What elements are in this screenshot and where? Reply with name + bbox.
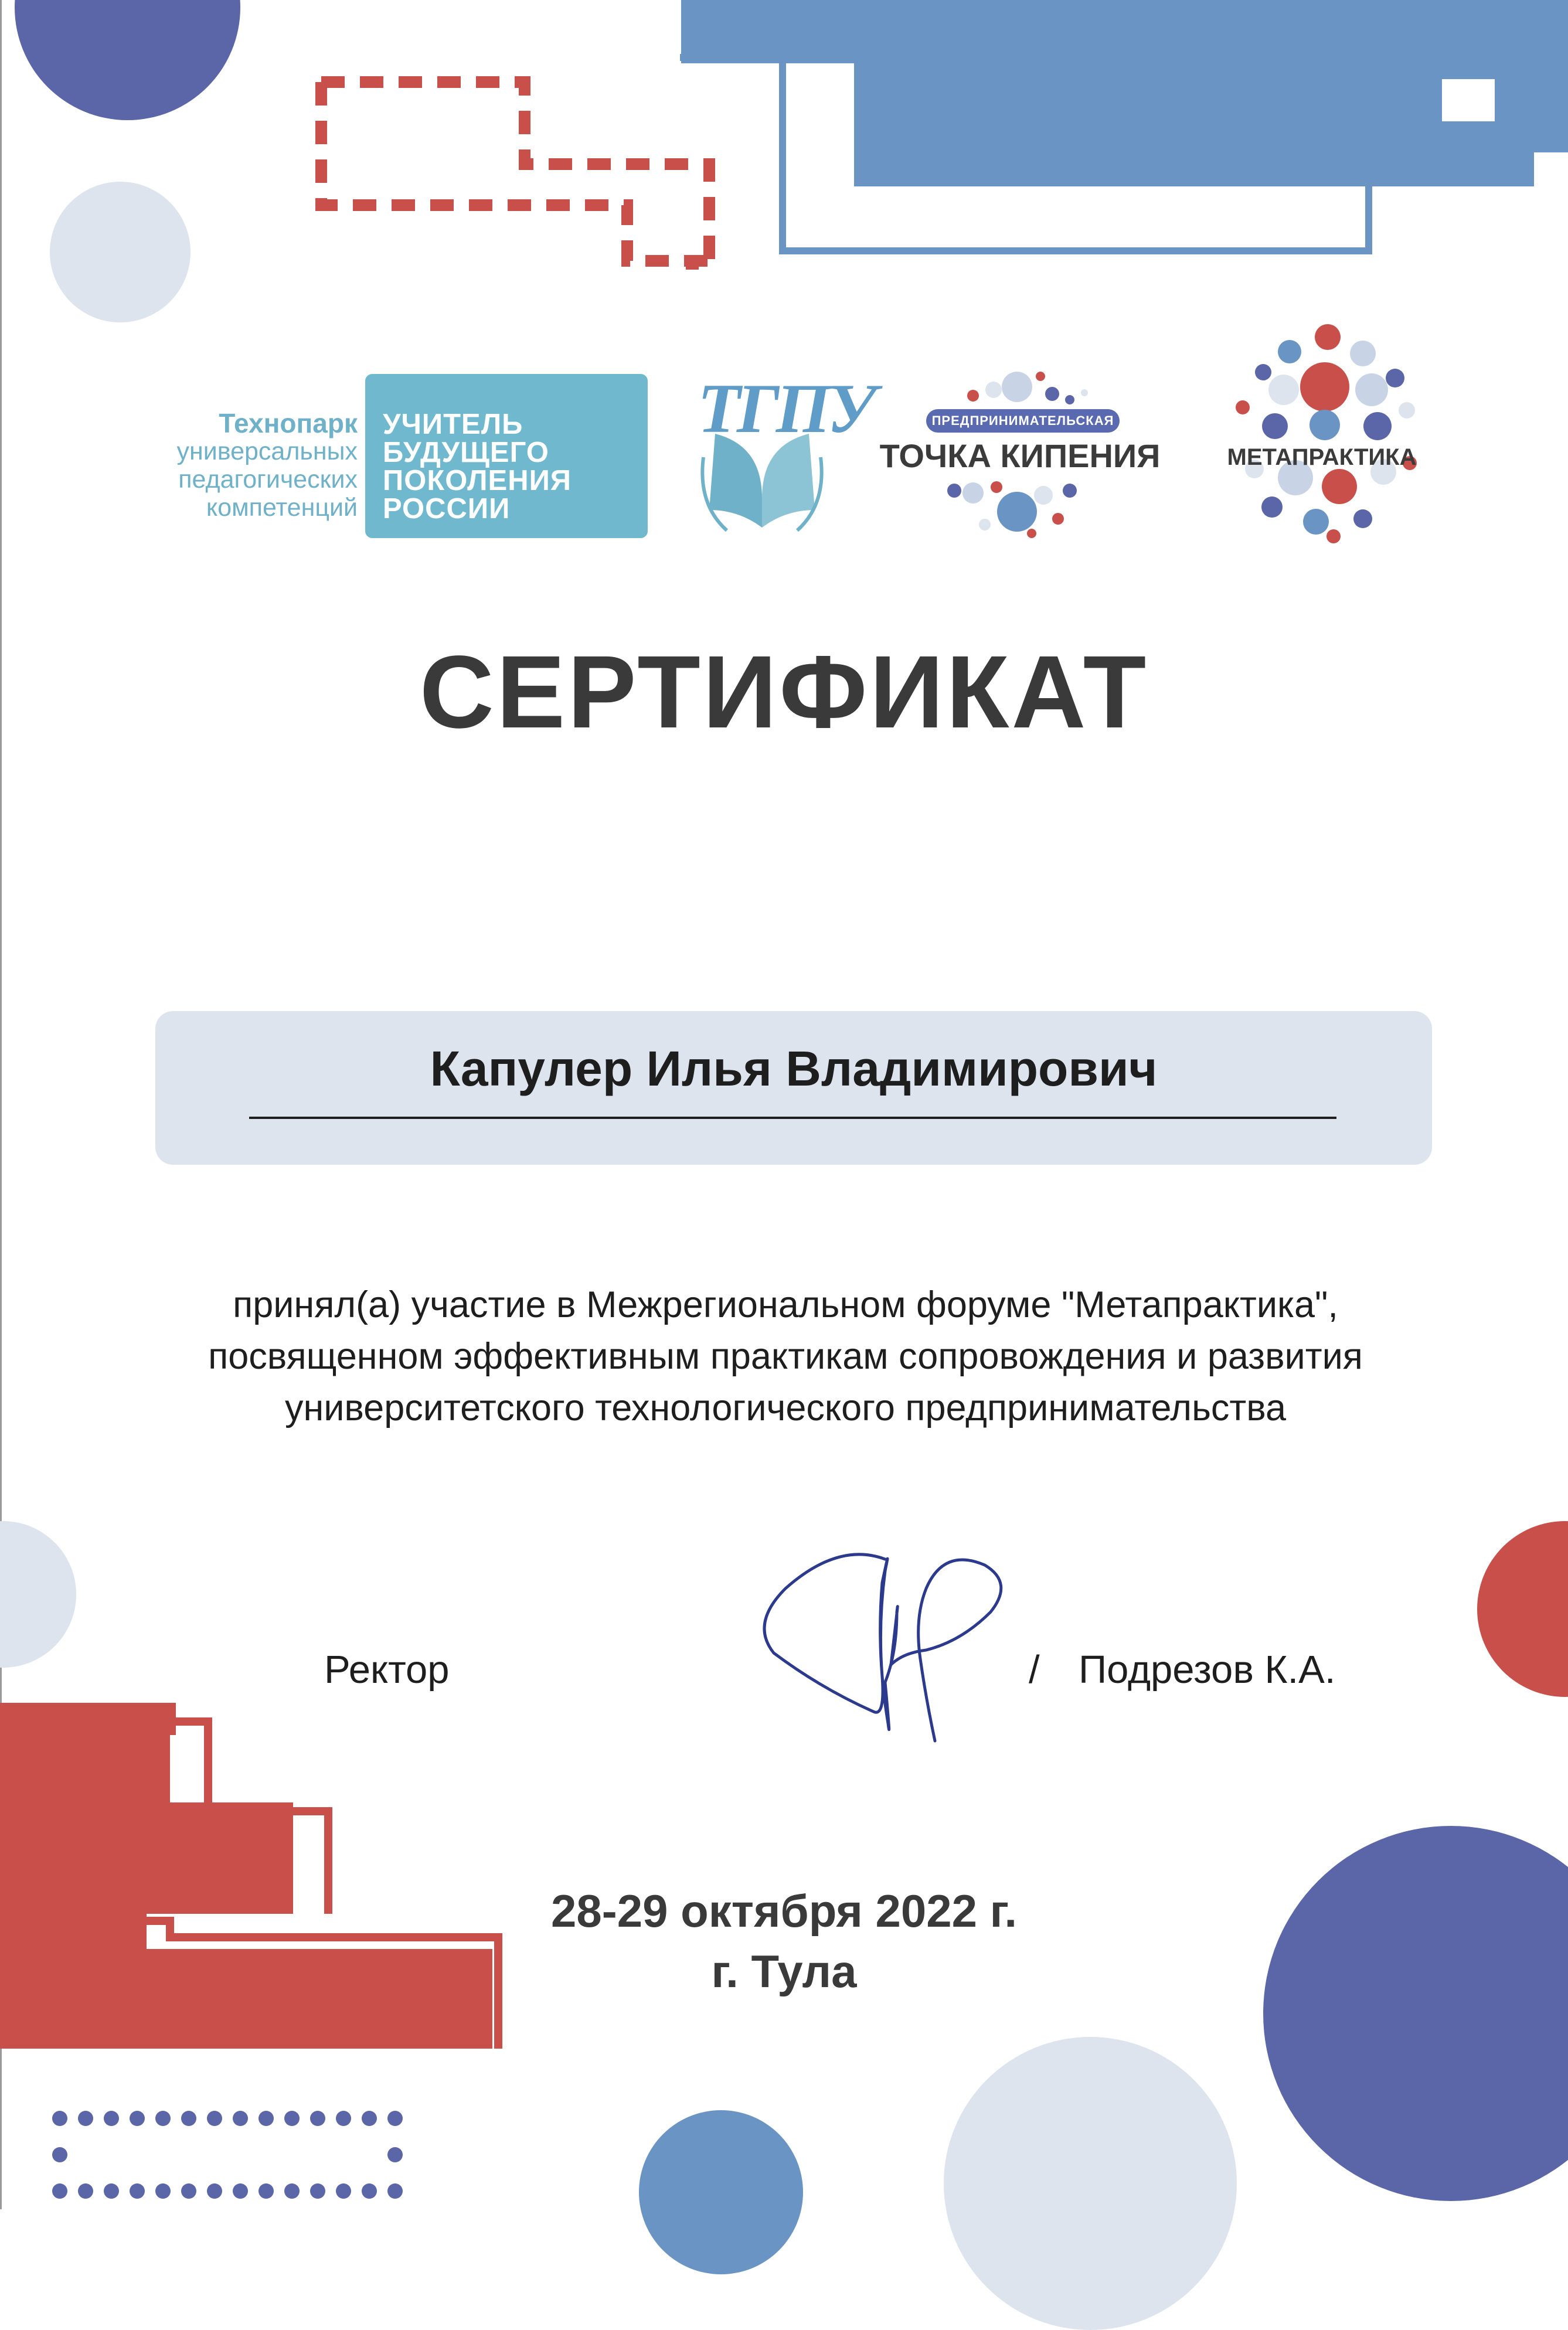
decor-bottom-left-blocks xyxy=(0,1697,516,2060)
technopark-box-line2: БУДУЩЕГО xyxy=(383,437,549,468)
description-line-1: принял(а) участие в Межрегиональном форуме "Метапрактика", xyxy=(233,1284,1338,1325)
decor-circle-right-blue xyxy=(1263,1826,1568,2201)
technopark-box-line3: ПОКОЛЕНИЯ xyxy=(383,465,572,496)
decor-circle-bottom-blue xyxy=(639,2110,803,2274)
metapraktika-sphere-icon xyxy=(1208,319,1442,554)
technopark-title: Технопарк xyxy=(219,408,358,438)
decor-circle-bottom-light xyxy=(944,2037,1237,2330)
certificate-title: СЕРТИФИКАТ xyxy=(419,635,1149,750)
signatory-role: Ректор xyxy=(324,1648,450,1692)
decor-circle-light-left xyxy=(50,182,191,322)
tochka-dots-bottom-icon xyxy=(938,478,1090,542)
tgpu-emblem-icon xyxy=(692,422,832,539)
technopark-line3: педагогических xyxy=(178,465,358,494)
decor-circle-left-light xyxy=(0,1521,76,1668)
signature-separator: / xyxy=(1029,1648,1040,1692)
signatory-name: Подрезов К.А. xyxy=(1079,1648,1336,1692)
tochka-dots-top-icon xyxy=(950,369,1102,410)
description-line-3: университетского технологического предпринимательства xyxy=(284,1387,1287,1428)
recipient-underline xyxy=(249,1117,1336,1119)
decor-dot-frame xyxy=(47,2104,422,2210)
tochka-title: ТОЧКА КИПЕНИЯ xyxy=(879,437,1161,474)
technopark-line2: универсальных xyxy=(176,437,358,465)
technopark-logo-box xyxy=(365,374,648,538)
technopark-box-line4: РОССИИ xyxy=(383,493,511,525)
metapraktika-title: МЕТАПРАКТИКА xyxy=(1227,444,1417,470)
decor-circle-top-left xyxy=(15,0,240,120)
description-line-2: посвященном эффективным практикам сопровождения и развития xyxy=(208,1336,1363,1377)
tgpu-logo: ТГПУ xyxy=(698,369,873,447)
decor-circle-right-red xyxy=(1477,1521,1568,1697)
event-city: г. Тула xyxy=(711,1945,857,1997)
event-date: 28-29 октября 2022 г. xyxy=(550,1885,1018,1937)
tochka-badge: ПРЕДПРИНИМАТЕЛЬСКАЯ xyxy=(926,409,1120,433)
handwritten-signature xyxy=(750,1536,1026,1758)
decor-top-right-blocks xyxy=(680,0,1568,258)
decor-dashed-frame xyxy=(311,70,721,352)
technopark-box-line1: УЧИТЕЛЬ xyxy=(383,409,523,440)
recipient-name: Капулер Илья Владимирович xyxy=(430,1041,1158,1096)
technopark-line4: компетенций xyxy=(206,494,358,522)
technopark-logo-text xyxy=(135,409,358,522)
